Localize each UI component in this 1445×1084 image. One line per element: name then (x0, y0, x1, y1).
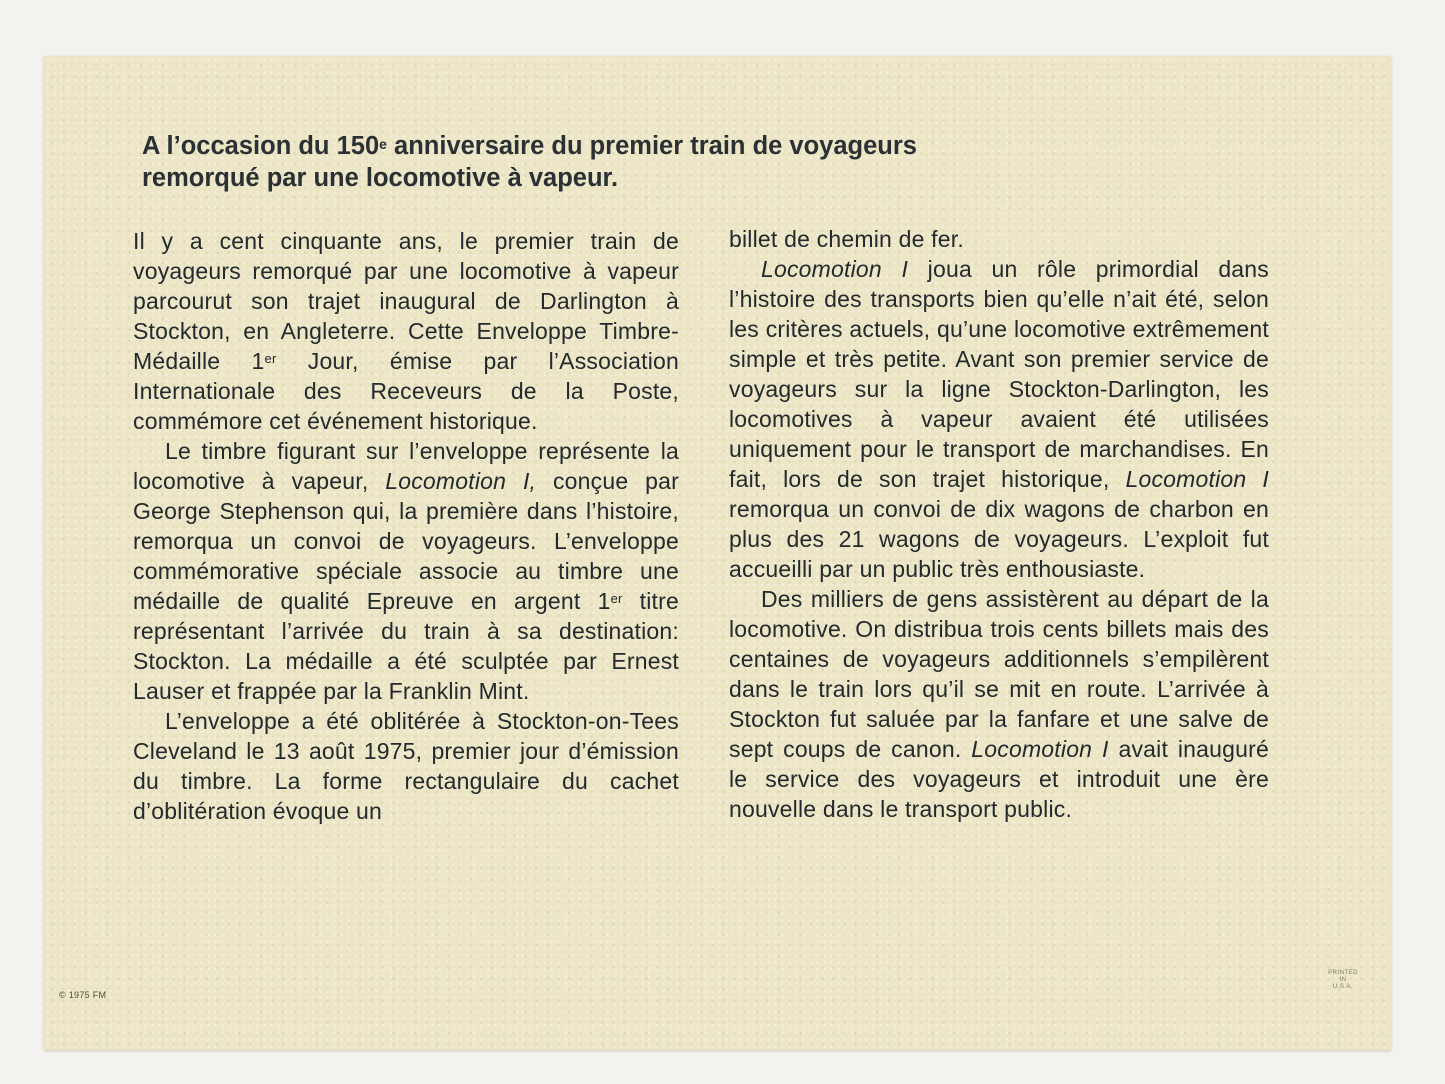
right-text-column (729, 224, 1269, 824)
document-card (44, 56, 1391, 1050)
paragraph: L’enveloppe a été oblitérée à Stockton-on-Tees Cleveland le 13 août 1975, premier jour d’émission du timbre. La forme rectangulaire du cachet d’oblitération évoque un (133, 708, 679, 824)
left-text-column (133, 226, 679, 826)
paragraph: Des milliers de gens assistèrent au départ de la locomotive. On distribua trois cents billets mais des centaines de voyageurs additionnels s’empilèrent dans le train lors qu’il se mit en route. L’arrivée à Stockton fut saluée par la fanfare et une salve de sept coups de canon. Locomotion I avait inauguré le service des voyageurs et introduit une ère nouvelle dans le transport public. (729, 586, 1269, 822)
paragraph: Locomotion I joua un rôle primordial dans l’histoire des transports bien qu’elle n’ait été, selon les critères actuels, qu’une locomotive extrêmement simple et très petite. Avant son premier service de voyageurs sur la ligne Stockton-Darlington, les locomotives à vapeur avaient été utilisées uniquement pour le transport de marchandises. En fait, lors de son trajet historique, Locomotion I remorqua un convoi de dix wagons de charbon en plus des 21 wagons de voyageurs. L’exploit fut accueilli par un public très enthousiaste. (729, 256, 1270, 582)
paragraph: billet de chemin de fer. (729, 226, 964, 252)
printed-in-usa-mark: PRINTED IN U.S.A. (1328, 970, 1358, 990)
copyright-notice: © 1975 FM (59, 990, 107, 1000)
title-line-1: A l’occasion du 150e anniversaire du premier train de voyageurs (142, 132, 917, 160)
paragraph: Il y a cent cinquante ans, le premier train de voyageurs remorqué par une locomotive à vapeur parcourut son trajet inaugural de Darlington à Stockton, en Angleterre. Cette Enveloppe Timbre-Médaille 1er Jour, émise par l’Association Internationale des Receveurs de la Poste, commémore cet événement historique. (133, 228, 680, 434)
page-title (142, 130, 1142, 194)
paragraph: Le timbre figurant sur l’enveloppe représente la locomotive à vapeur, Locomotion I, conçue par George Stephenson qui, la première dans l’histoire, remorqua un convoi de voyageurs. L’enveloppe commémorative spéciale associe au timbre une médaille de qualité Epreuve en argent 1er titre représentant l’arrivée du train à sa destination: Stockton. La médaille a été sculptée par Ernest Lauser et frappée par la Franklin Mint. (133, 438, 680, 704)
superscript: e (379, 136, 387, 152)
title-line-2: remorqué par une locomotive à vapeur. (142, 164, 619, 192)
